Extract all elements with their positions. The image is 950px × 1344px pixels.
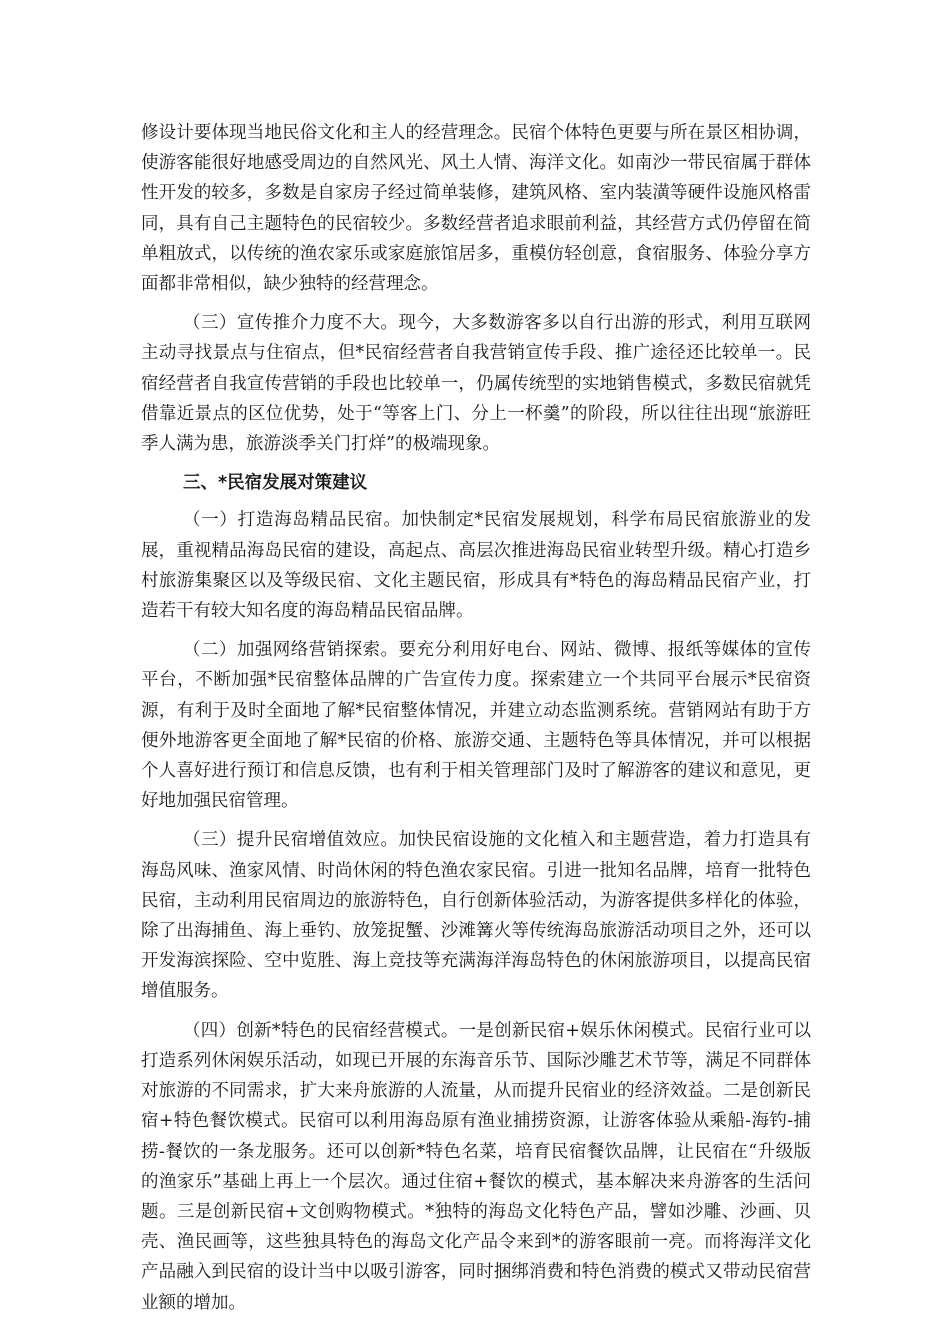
paragraph-promotion-weak: （三）宣传推介力度不大。现今，大多数游客多以自行出游的形式，利用互联网主动寻找景点与住宿点，但*民宿经营者自我营销宣传手段、推广途径还比较单一。民宿经营者自我宣传营销的手段也比较单一，仍属传统型的实地销售模式，多数民宿就凭借靠近景点的区位优势，处于“等客上门、分上一杯羹”的阶段，所以往往出现“旅游旺季人满为患，旅游淡季关门打烊”的极端现象。 bbox=[141, 313, 811, 455]
paragraph-design-concept: 修设计要体现当地民俗文化和主人的经营理念。民宿个体特色更要与所在景区相协调，使游客能很好地感受周边的自然风光、风土人情、海洋文化。如南沙一带民宿属于群体性开发的较多，多数是自家房子经过简单装修，建筑风格、室内装潢等硬件设施风格雷同，具有自己主题特色的民宿较少。多数经营者追求眼前利益，其经营方式仍停留在简单粗放式，以传统的渔农家乐或家庭旅馆居多，重模仿轻创意，食宿服务、体验分享方面都非常相似，缺少独特的经营理念。 bbox=[141, 123, 811, 295]
document-body bbox=[141, 118, 811, 1327]
paragraph-network-marketing: （二）加强网络营销探索。要充分利用好电台、网站、微博、报纸等媒体的宣传平台，不断加强*民宿整体品牌的广告宣传力度。探索建立一个共同平台展示*民宿资源，有利于及时全面地了解*民宿整体情况，并建立动态监测系统。营销网站有助于方便外地游客更全面地了解*民宿的价格、旅游交通、主题特色等具体情况，并可以根据个人喜好进行预订和信息反馈，也有利于相关管理部门及时了解游客的建议和意见，更好地加强民宿管理。 bbox=[141, 640, 811, 812]
paragraph-business-model: （四）创新*特色的民宿经营模式。一是创新民宿+娱乐休闲模式。民宿行业可以打造系列休闲娱乐活动，如现已开展的东海音乐节、国际沙雕艺术节等，满足不同群体对旅游的不同需求，扩大来舟旅游的人流量，从而提升民宿业的经济效益。二是创新民宿+特色餐饮模式。民宿可以利用海岛原有渔业捕捞资源，让游客体验从乘船-海钓-捕捞-餐饮的一条龙服务。还可以创新*特色名菜，培育民宿餐饮品牌，让民宿在“升级版的渔家乐”基础上再上一个层次。通过住宿+餐饮的模式，基本解决来舟游客的生活问题。三是创新民宿+文创购物模式。*独特的海岛文化特色产品，譬如沙雕、沙画、贝壳、渔民画等，这些独具特色的海岛文化产品令来到*的游客眼前一亮。而将海洋文化产品融入到民宿的设计当中以吸引游客，同时捆绑消费和特色消费的模式又带动民宿营业额的增加。 bbox=[141, 1020, 811, 1313]
paragraph-value-added: （三）提升民宿增值效应。加快民宿设施的文化植入和主题营造，着力打造具有海岛风味、渔家风情、时尚休闲的特色渔农家民宿。引进一批知名品牌，培育一批特色民宿，主动利用民宿周边的旅游特色，自行创新体验活动，为游客提供多样化的体验，除了出海捕鱼、海上垂钓、放笼捉蟹、沙滩篝火等传统海岛旅游活动项目之外，还可以开发海滨探险、空中览胜、海上竞技等充满海洋海岛特色的休闲旅游项目，以提高民宿增值服务。 bbox=[141, 830, 811, 1002]
section-heading-suggestions: 三、*民宿发展对策建议 bbox=[183, 473, 368, 494]
paragraph-boutique-homestay: （一）打造海岛精品民宿。加快制定*民宿发展规划，科学布局民宿旅游业的发展，重视精品海岛民宿的建设，高起点、高层次推进海岛民宿业转型升级。精心打造乡村旅游集聚区以及等级民宿、文化主题民宿，形成具有*特色的海岛精品民宿产业，打造若干有较大知名度的海岛精品民宿品牌。 bbox=[141, 510, 811, 622]
